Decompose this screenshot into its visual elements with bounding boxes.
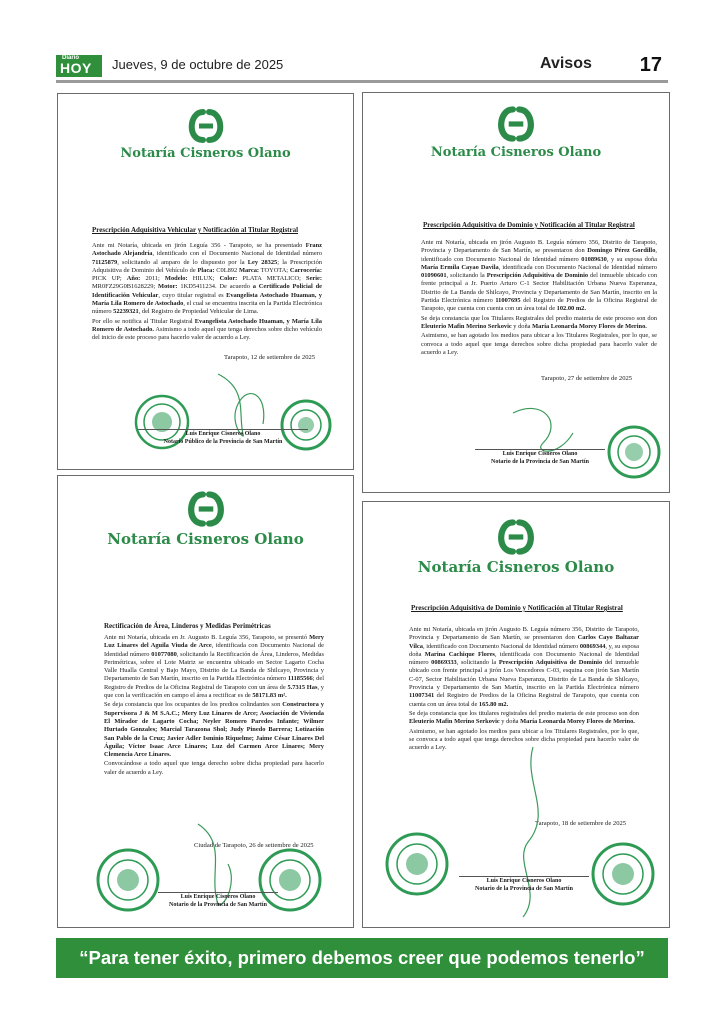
- notary-logo-icon: [181, 108, 231, 144]
- logo-big-text: HOY: [60, 60, 92, 76]
- signature-block: [475, 449, 605, 466]
- notary-name: Notaría Cisneros Olano: [430, 145, 602, 160]
- notary-signature-role: Notario Público de la Provincia de San Martín: [163, 438, 283, 445]
- notice-title: Rectificación de Área, Linderos y Medidas Perimétricas: [104, 622, 271, 630]
- notice-domain-prescription-2: [362, 501, 670, 928]
- notary-name: Notaría Cisneros Olano: [107, 530, 304, 548]
- notary-brand: [58, 490, 353, 548]
- notice-body: Ante mi Notaría, ubicada en jirón Augusto B. Leguía número 356, Distrito de Tarapoto, Provincia y Departamento de San Martín, se presentaron don Domingo Pérez Gordillo, identificado con Documento Nacional de Identidad número 01089630, y su esposa doña María Ermila Cayao Davila, identificada con Documento Nacional de Identidad número 01090601, solicitando la Prescripción Adquisitiva de Dominio del inmueble ubicado con frente principal a Jr. Puerto Arturo C-1 Sector Habilitación Urbana Nueva Esperanza, Distrito de La Banda de Shilcayo, Provincia y Departamento de San Martín, inscrito en la Partida Electrónica número 11007695 del Registro de Predios de la Oficina Registral de Tarapoto, que cuenta con cuenta con un área total de 102.00 m2. Se deja constancia que los Titulares Registrales del predio materia de este proceso son don Eleuterio Mafin Merino Serkovic y doña María Leonarda Morey Flores de Merino. Asimismo, se han agotado los medios para ubicar a los Titulares Registrales, por lo que, se convoca a todo aquel que tenga derechos sobre dicha propiedad para hacerlo valer de acuerdo a Ley.: [421, 239, 658, 356]
- logo-small-text: Diario: [62, 55, 80, 61]
- notary-brand: [363, 105, 669, 160]
- issue-date: Jueves, 9 de octubre de 2025: [112, 57, 284, 72]
- place-date: Ciudad de Tarapoto, 26 de setiembre de 2025: [194, 842, 314, 849]
- quote-banner: “Para tener éxito, primero debemos creer que podemos tenerlo”: [56, 938, 668, 978]
- notary-name: Notaría Cisneros Olano: [120, 146, 291, 161]
- signature-line: [138, 429, 308, 430]
- section-title: Avisos: [540, 55, 592, 72]
- newspaper-logo: [56, 55, 102, 77]
- notary-signature-name: Luis Enrique Cisneros Olano: [185, 431, 261, 437]
- notary-signature-role: Notario de la Provincia de San Martín: [169, 901, 267, 908]
- notary-signature-name: Luis Enrique Cisneros Olano: [502, 451, 578, 457]
- notice-body: Ante mi Notaría, ubicada en Jr. Augusto B. Leguía 356, Tarapoto, se presentó Mery Luz Linares del Aguila Viuda de Arce, identificada con Documento Nacional de Identidad número 01077080, solicitando la Rectificación de Área, Linderos, Medidas Perimétricas, sobre el Lote Matriz se encuentra ubicado en Sector Lagarto Cocha Valle Hualla Central y Bajo Mayo, Distrito de La Banda de Shilcayo, Provincia y Departamento de San Martín, inscrito en la Partida Electrónica número 11185566; del Registro de Predios de la Oficina Registral de Tarapoto con un área de 5.7315 Has, y que con la verificación en campo el área a rectificar es de 58171.83 m². Se deja constancia que los ocupantes de los predios colindantes son Constructora y Supervisora J & M S.A.C.; Mery Luz Linares de Arce; Asociación de Vivienda El Mirador de Lagarto Cocha; Neyler Romero Paredes Infante; Wilmer Hurtado Gonzales; Marcial Tarazona Shol; Judy Pinedo Barrera; Lotización San Pablo de la Cruz; Javier Adler Isminio Riquelme; Jaime César Linares Del Águila; Víctor Isaac Arce Linares; Luz del Carmen Arce Linares; Mery Clemencia Arce Linares. Convocándose a todo aquel que tenga derecho sobre dicha propiedad para hacerlo valer de acuerdo a Ley.: [104, 634, 325, 776]
- notary-logo-icon: [490, 105, 542, 143]
- place-date: Tarapoto, 27 de setiembre de 2025: [541, 375, 633, 382]
- official-seal-icon: [591, 842, 655, 906]
- notary-signature-role: Notario de la Provincia de San Martín: [491, 458, 589, 465]
- notary-seal-icon: [96, 848, 160, 912]
- notice-title: Prescripción Adquisitiva de Dominio y Notificación al Titular Registral: [411, 604, 623, 612]
- header-rule: [56, 80, 668, 83]
- notary-signature-role: Notario de la Provincia de San Martín: [475, 885, 573, 892]
- notice-vehicle-prescription: [57, 93, 354, 470]
- notice-domain-prescription-1: [362, 92, 670, 493]
- notary-seal-icon: [385, 832, 449, 896]
- signature-block: [158, 892, 278, 909]
- signature-icon: [493, 742, 563, 922]
- notary-logo-icon: [180, 490, 232, 528]
- page-header: [56, 55, 668, 81]
- notary-brand: [58, 108, 353, 161]
- place-date: Tarapoto, 18 de setiembre de 2025: [535, 820, 627, 827]
- notice-body: Ante mi Notaría, ubicada en jirón Leguía 356 - Tarapoto, se ha presentado Franz Astochado Alejandría, identificado con el Documento Nacional de Identidad número 71125879, solicitando al amparo de lo dispuesto por la Ley 28325; la Prescripción Adquisitiva de Dominio del Vehículo de Placa: C0L892 Marca: TOYOTA; Carrocería: PICK UP; Año: 2011; Modelo: HILUX; Color: PLATA METALICO; Serie: MR0FZ29G0B1628229; Motor: 1KD5411234. De acuerdo a Certificado Policial de Identificación Vehicular, cuyo titular registral es Evangelista Astochado Huaman, y María Lila Romero de Astochado, el cual se encuentra inscrita en la Partida Electrónica número 52239321, del Registro de Propiedad Vehicular de Lima. Por ello se notifica al Titular Registral Evangelista Astochado Huaman, y María Lila Romero de Astochado. Asimismo a todo aquel que tenga derechos sobre dicho vehículo del inicio de este proceso para hacerlo valer de acuerdo a Ley.: [92, 242, 322, 342]
- notice-title: Prescripción Adquisitiva Vehicular y Notificación al Titular Registral: [92, 226, 299, 234]
- notice-area-rectification: [57, 475, 354, 928]
- notice-title: Prescripción Adquisitiva de Dominio y Notificación al Titular Registral: [423, 221, 635, 229]
- official-seal-icon: [607, 425, 661, 479]
- notice-body: Ante mi Notaría, ubicada en jirón Augusto B. Leguía número 356, Distrito de Tarapoto, Provincia y Departamento de San Martín, se presentaron don Carlos Cayo Baltazar Vilca, identificado con Documento Nacional de Identidad número 00869344, y, su esposa doña Marina Cachique Flores, identificada con Documento Nacional de Identidad número 00869333, solicitando la Prescripción Adquisitiva de Dominio del inmueble ubicado con frente principal a jirón Los Vencedores C-03, esquina con jirón San Martín C-07, Sector Habilitación Urbana Nueva Esperanza, Distrito de La Banda de Shilcayo, Provincia y Departamento de San Martín, inscrito en la Partida Electrónica número 11007341 del Registro de Predios de la Oficina Registral de Tarapoto, que cuenta con cuenta con un área total de 165.80 m2. Se deja constancia que los titulares registrales del predio materia de este proceso son don Eleuterio Mafin Merino Serkovic y doña María Leonarda Morey Flores de Merino. Asimismo, se han agotado los medios para ubicar a los Titulares Registrales, por lo que, se convoca a todo aquel que tenga derechos sobre dicha propiedad para hacerlo valer de acuerdo a Ley.: [409, 626, 640, 752]
- notary-signature-name: Luis Enrique Cisneros Olano: [486, 878, 562, 884]
- notary-signature-name: Luis Enrique Cisneros Olano: [180, 894, 256, 900]
- signature-block: [459, 876, 589, 893]
- place-date: Tarapoto, 12 de setiembre de 2025: [224, 354, 316, 361]
- signature-block: [138, 429, 308, 446]
- signature-line: [475, 449, 605, 450]
- notary-name: Notaría Cisneros Olano: [417, 558, 615, 576]
- page-number: 17: [639, 54, 662, 76]
- notary-logo-icon: [490, 518, 542, 556]
- signature-line: [459, 876, 589, 877]
- notary-brand: [363, 518, 669, 576]
- signature-line: [158, 892, 278, 893]
